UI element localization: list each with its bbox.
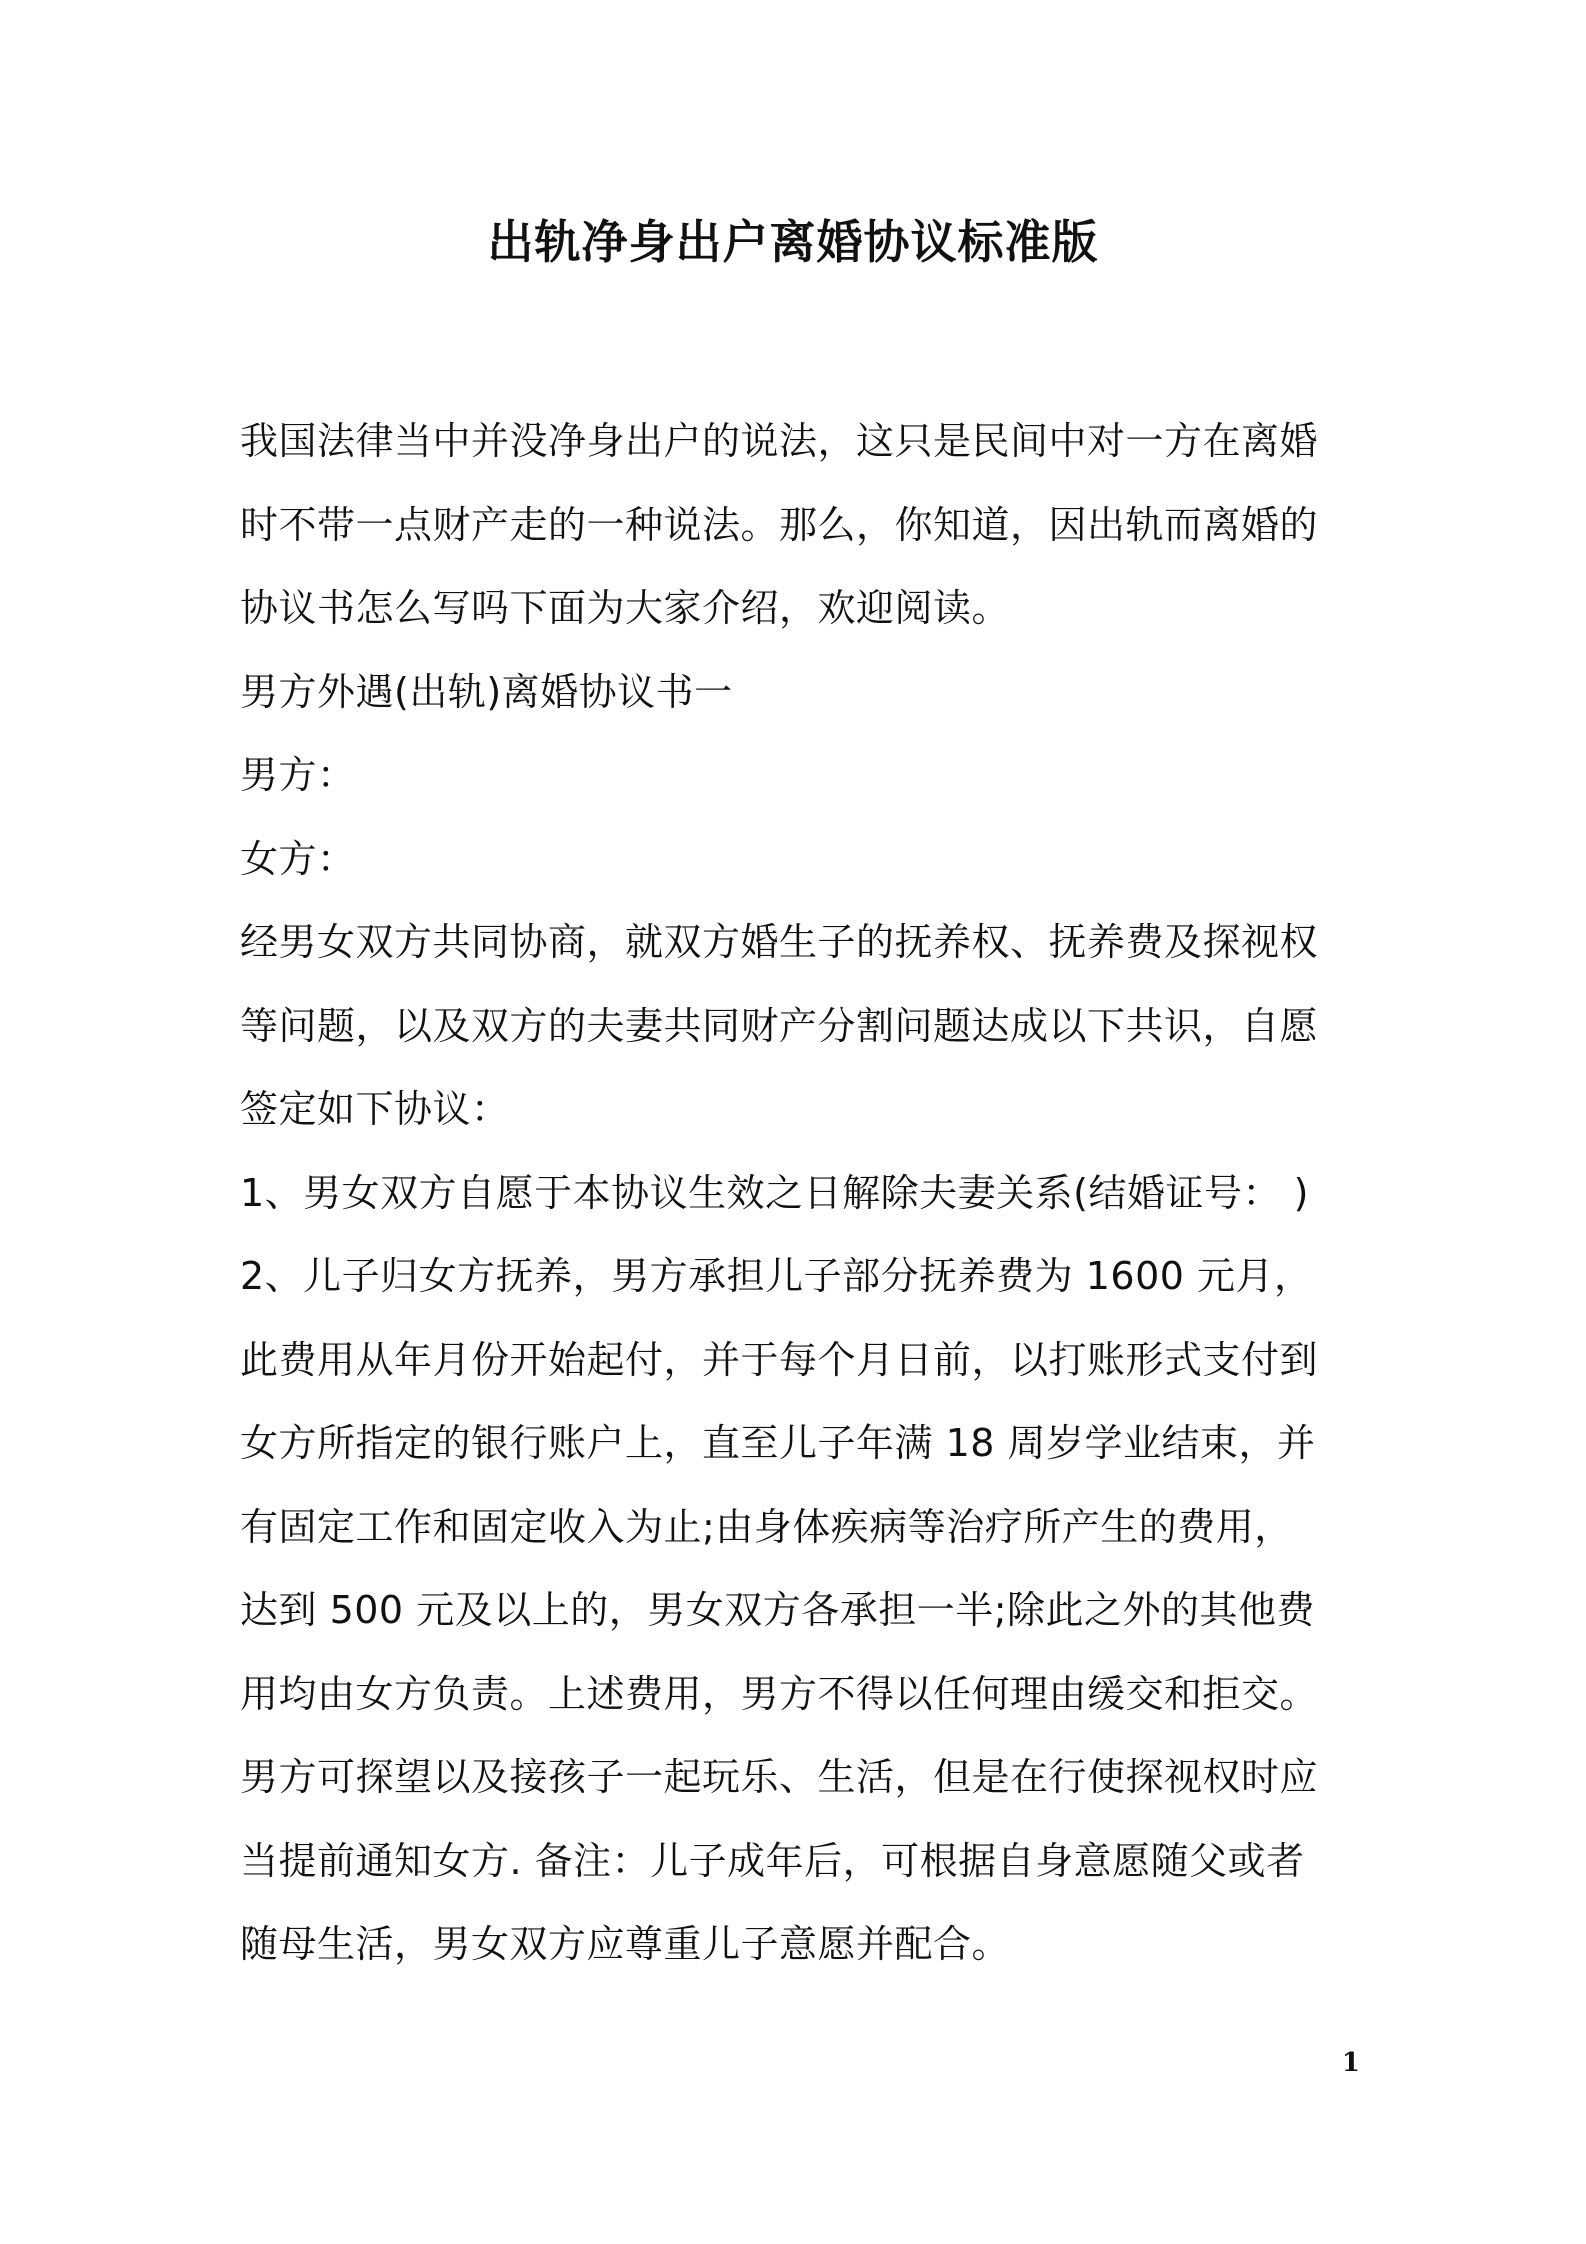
text-line: 随母生活，男女双方应尊重儿子意愿并配合。	[240, 1922, 1011, 1966]
text-line: 此费用从年月份开始起付，并于每个月日前，以打账形式支付到	[240, 1337, 1319, 1382]
clause-2: 2、儿子归女方抚养，男方承担儿子部分抚养费为 1600 元月，	[240, 1254, 1313, 1298]
page-number: 1	[1341, 2048, 1360, 2078]
text-line: 女方所指定的银行账户上，直至儿子年满 18 周岁学业结束，并	[240, 1421, 1316, 1465]
text-line: 有固定工作和固定收入为止;由身体疾病等治疗所产生的费用，	[240, 1504, 1293, 1549]
text-line: 签定如下协议：	[240, 1087, 510, 1131]
text-line: 协议书怎么写吗下面为大家介绍，欢迎阅读。	[240, 586, 1011, 630]
text-line: 我国法律当中并没净身出户的说法，这只是民间中对一方在离婚	[240, 419, 1319, 463]
document-title: 出轨净身出户离婚协议标准版	[487, 215, 1099, 269]
female-party-label: 女方：	[240, 836, 356, 881]
text-line: 用均由女方负责。上述费用，男方不得以任何理由缓交和拒交。	[240, 1671, 1319, 1716]
text-line: 男方可探望以及接孩子一起玩乐、生活，但是在行使探视权时应	[240, 1755, 1319, 1799]
text-line: 时不带一点财产走的一种说法。那么，你知道，因出轨而离婚的	[240, 502, 1319, 547]
clause-1: 1、男女双方自愿于本协议生效之日解除夫妻关系(结婚证号： )	[240, 1170, 1309, 1215]
text-line: 等问题，以及双方的夫妻共同财产分割问题达成以下共识，自愿	[240, 1003, 1319, 1048]
male-party-label: 男方：	[240, 753, 356, 797]
document-body	[240, 400, 1350, 1987]
text-line: 经男女双方共同协商，就双方婚生子的抚养权、抚养费及探视权	[240, 920, 1319, 964]
section-heading: 男方外遇(出轨)离婚协议书一	[240, 669, 733, 714]
text-line: 当提前通知女方. 备注：儿子成年后，可根据自身意愿随父或者	[240, 1838, 1305, 1883]
text-line: 达到 500 元及以上的，男女双方各承担一半;除此之外的其他费	[240, 1588, 1315, 1632]
